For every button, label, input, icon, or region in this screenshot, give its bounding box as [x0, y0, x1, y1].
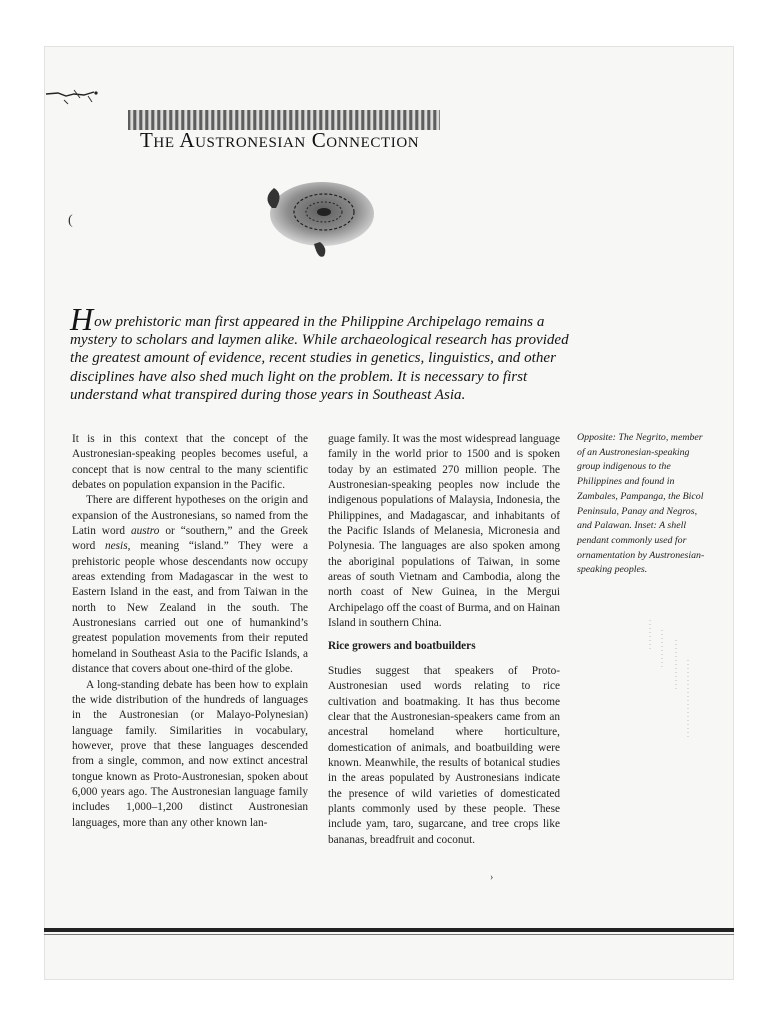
- paragraph-text: , meaning “island.” They were a prehistoric people whose descendants now occupy areas extending from Madagascar in the west to Eastern Island in the east, and from Taiwan in the north to New Zealand in the south. The Austronesians carried out one of humankind’s greatest population movements from their reputed homeland in Southeast Asia to the Pacific Islands, a distance that covers about one-third of the globe.: [72, 540, 309, 676]
- paragraph-text: There are different hypotheses on the origin and expansion of the Austronesians, so named from the Latin word: [72, 494, 308, 538]
- term-nesis: nesis: [105, 540, 128, 553]
- body-column-1: [72, 432, 308, 831]
- header-decorative-band: [128, 110, 440, 130]
- paragraph: It is in this context that the concept of the Austronesian-speaking peoples becomes useful, a concept that is now central to the many scientific debates on population expansion in the Pacific.: [72, 433, 308, 492]
- scan-speckle-marks: [640, 620, 700, 760]
- scan-mark-arrow: ›: [490, 872, 494, 883]
- scan-smudge-mark: [44, 84, 104, 108]
- intro-paragraph: [70, 301, 570, 404]
- intro-text: ow prehistoric man first appeared in the Philippine Archipelago remains a mystery to scholars and laymen alike. While archaeological research has provided the greatest amount of evidence, recent studies in genetics, linguistics, and other disciplines have also shed much light on the problem. It is necessary to first understand what transpired during those years in Southeast Asia.: [70, 314, 569, 403]
- paragraph-text: or “southern,” and the Greek word: [72, 525, 308, 553]
- term-austro: austro: [130, 525, 160, 538]
- section-heading: Rice growers and boatbuilders: [328, 640, 476, 653]
- intro-dropcap: H: [70, 301, 94, 337]
- scan-mark-parenthesis: (: [68, 213, 73, 228]
- paragraph: [72, 493, 308, 677]
- paragraph: A long-standing debate has been how to explain the wide distribution of the hundreds of languages in the Austronesian (or Malayo-Polynesian) language family. Similarities in vocabulary, however, prove that these languages descended from a single, common, and now extinct ancestral tongue known as Proto-Austronesian, spoken about 6,000 years ago. The Austronesian language family includes 1,000–1,200 distinct Austronesian languages, more than any other known lan-: [72, 678, 308, 829]
- paragraph: guage family. It was the most widespread language family in the world prior to 1500 and is spoken today by an estimated 270 million people. The Austronesian-speaking peoples now include the indigenous populations of Malaysia, Indonesia, the Philippines, and Madagascar, and inhabitants of the Pacific Islands of Melanesia, Micronesia and Polynesia. The languages are also spoken among the aboriginal populations of Taiwan, in some areas of south Vietnam and Cambodia, along the north coast of New Guinea, in the Mergui Archipelago off the coast of Burma, and on Hainan Island in southern China.: [328, 433, 560, 630]
- paragraph: Studies suggest that speakers of Proto-Austronesian used words relating to rice cultivation and boatmaking. It has thus become clear that the Austronesian-speakers came from an ancestral homeland where horticulture, domestication of animals, and boatbuilding were known. Meanwhile, the results of botanical studies in the areas populated by Austronesians indicate the presence of wild varieties of domesticated plants commonly used by these people. These include yam, taro, sugarcane, and tree crops like bananas, breadfruit and coconut.: [328, 664, 560, 846]
- bottom-rule: [44, 928, 734, 932]
- shell-pendant-image: [254, 178, 378, 264]
- page-title: The Austronesian Connection: [140, 128, 420, 152]
- bottom-rule-thin: [44, 934, 734, 935]
- photo-caption: Opposite: The Negrito, member of an Austronesian-speaking group indigenous to the Philippines and found in Zambales, Pampanga, the Bicol Peninsula, Panay and Negros, and Palawan. Inset: A shell pendant commonly used for ornamentation by Austronesian-speaking peoples.: [577, 432, 705, 576]
- body-column-2: [328, 432, 560, 848]
